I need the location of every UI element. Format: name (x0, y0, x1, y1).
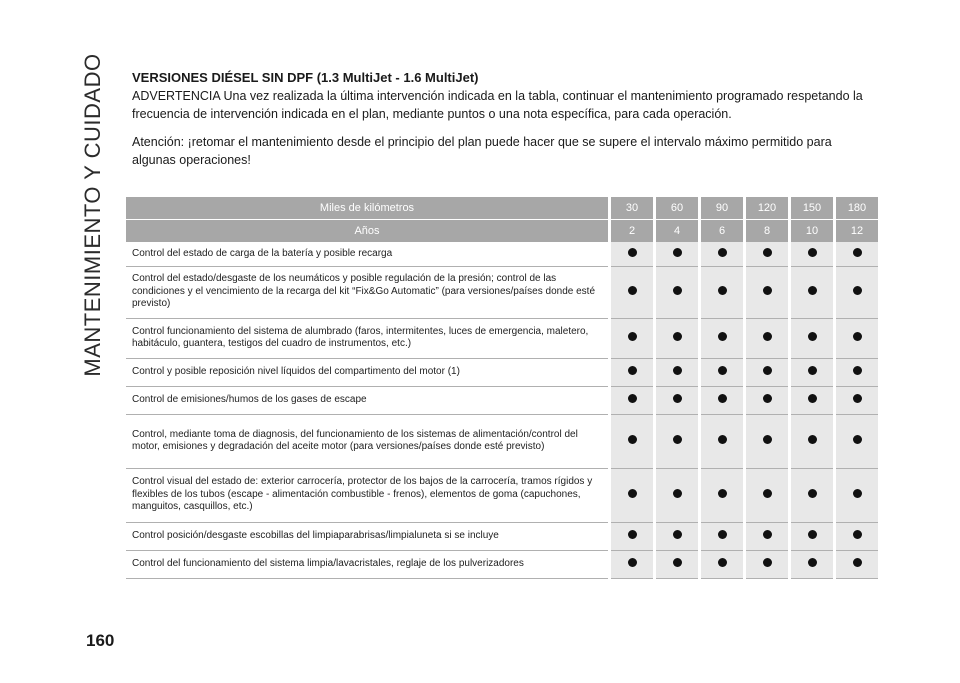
table-row (126, 266, 878, 318)
page-number: 160 (86, 631, 115, 650)
check-dot (673, 558, 682, 567)
check-dot (763, 530, 772, 539)
check-dot (673, 286, 682, 295)
check-dot (673, 435, 682, 444)
km-header-cell: 120 (745, 197, 790, 220)
check-dot (853, 435, 862, 444)
check-dot (763, 435, 772, 444)
table-row (126, 358, 878, 386)
check-dot (673, 366, 682, 375)
years-header-cell: 8 (745, 220, 790, 243)
section-heading: VERSIONES DIÉSEL SIN DPF (1.3 MultiJet - 1.6 MultiJet) (132, 70, 479, 85)
check-dot (763, 332, 772, 341)
row-description: Control del estado de carga de la batería y posible recarga (126, 242, 610, 266)
check-dot (718, 286, 727, 295)
check-dot (628, 394, 637, 403)
row-description: Control visual del estado de: exterior carrocería, protector de los bajos de la carrocería, tramos rígidos y flexibles de los tubos (escape - alimentación combustible - frenos), elementos de goma (capuchones, manguitos, casquillos, etc.) (126, 468, 610, 522)
years-header-cell: 4 (655, 220, 700, 243)
years-header-cell: 6 (700, 220, 745, 243)
check-dot (808, 558, 817, 567)
row-description: Control y posible reposición nivel líquidos del compartimento del motor (1) (126, 358, 610, 386)
row-description: Control del estado/desgaste de los neumáticos y posible regulación de la presión; control de las condiciones y el vencimiento de la recarga del kit “Fix&Go Automatic” (para versiones/países donde esté previsto) (126, 266, 610, 318)
intro-content (132, 70, 877, 169)
check-dot (628, 530, 637, 539)
check-dot (628, 489, 637, 498)
table-row (126, 550, 878, 578)
check-dot (628, 248, 637, 257)
check-dot (718, 366, 727, 375)
check-dot (673, 332, 682, 341)
km-header-cell: 30 (610, 197, 655, 220)
check-dot (808, 332, 817, 341)
check-dot (853, 394, 862, 403)
row-description: Control de emisiones/humos de los gases de escape (126, 386, 610, 414)
check-dot (718, 558, 727, 567)
check-dot (808, 530, 817, 539)
km-header-label: Miles de kilómetros (126, 197, 610, 220)
check-dot (853, 332, 862, 341)
check-dot (628, 366, 637, 375)
km-header-cell: 60 (655, 197, 700, 220)
check-dot (718, 332, 727, 341)
check-dot (673, 530, 682, 539)
years-header-row (126, 220, 878, 243)
check-dot (628, 558, 637, 567)
check-dot (763, 489, 772, 498)
table-row (126, 242, 878, 266)
years-header-cell: 10 (790, 220, 835, 243)
table-row (126, 468, 878, 522)
table-row (126, 414, 878, 468)
table-row (126, 318, 878, 358)
check-dot (853, 530, 862, 539)
check-dot (718, 530, 727, 539)
check-dot (673, 248, 682, 257)
attention-paragraph: Atención: ¡retomar el mantenimiento desde el principio del plan puede hacer que se supere el intervalo máximo permitido para algunas operaciones! (132, 135, 832, 167)
check-dot (763, 394, 772, 403)
warning-paragraph: ADVERTENCIA Una vez realizada la última intervención indicada en la tabla, continuar el mantenimiento programado respetando la frecuencia de intervención indicada en el plan, mediante puntos o una nota específica, para cada operación. (132, 89, 863, 121)
check-dot (718, 489, 727, 498)
check-dot (763, 366, 772, 375)
maintenance-table (126, 197, 878, 579)
check-dot (718, 248, 727, 257)
table-row (126, 386, 878, 414)
check-dot (628, 435, 637, 444)
check-dot (808, 286, 817, 295)
row-description: Control funcionamiento del sistema de alumbrado (faros, intermitentes, luces de emergencia, maletero, habitáculo, guantera, testigos del cuadro de instrumentos, etc.) (126, 318, 610, 358)
check-dot (718, 435, 727, 444)
km-header-cell: 90 (700, 197, 745, 220)
row-description: Control, mediante toma de diagnosis, del funcionamiento de los sistemas de alimentación/control del motor, emisiones y degradación del aceite motor (para versiones/países donde esté previsto) (126, 414, 610, 468)
check-dot (808, 394, 817, 403)
km-header-cell: 180 (835, 197, 879, 220)
side-title-text: MANTENIMIENTO Y CUIDADO (80, 53, 105, 377)
check-dot (808, 366, 817, 375)
check-dot (673, 394, 682, 403)
years-header-label: Años (126, 220, 610, 243)
check-dot (853, 366, 862, 375)
check-dot (673, 489, 682, 498)
check-dot (718, 394, 727, 403)
row-description: Control del funcionamiento del sistema limpia/lavacristales, reglaje de los pulverizadores (126, 550, 610, 578)
check-dot (763, 248, 772, 257)
check-dot (763, 286, 772, 295)
check-dot (808, 489, 817, 498)
check-dot (853, 248, 862, 257)
check-dot (853, 489, 862, 498)
row-description: Control posición/desgaste escobillas del limpiaparabrisas/limpialuneta si se incluye (126, 522, 610, 550)
check-dot (628, 332, 637, 341)
km-header-cell: 150 (790, 197, 835, 220)
check-dot (808, 435, 817, 444)
years-header-cell: 2 (610, 220, 655, 243)
check-dot (853, 558, 862, 567)
km-header-row (126, 197, 878, 220)
check-dot (808, 248, 817, 257)
check-dot (763, 558, 772, 567)
section-side-title (68, 55, 118, 375)
years-header-cell: 12 (835, 220, 879, 243)
check-dot (628, 286, 637, 295)
table-row (126, 522, 878, 550)
check-dot (853, 286, 862, 295)
